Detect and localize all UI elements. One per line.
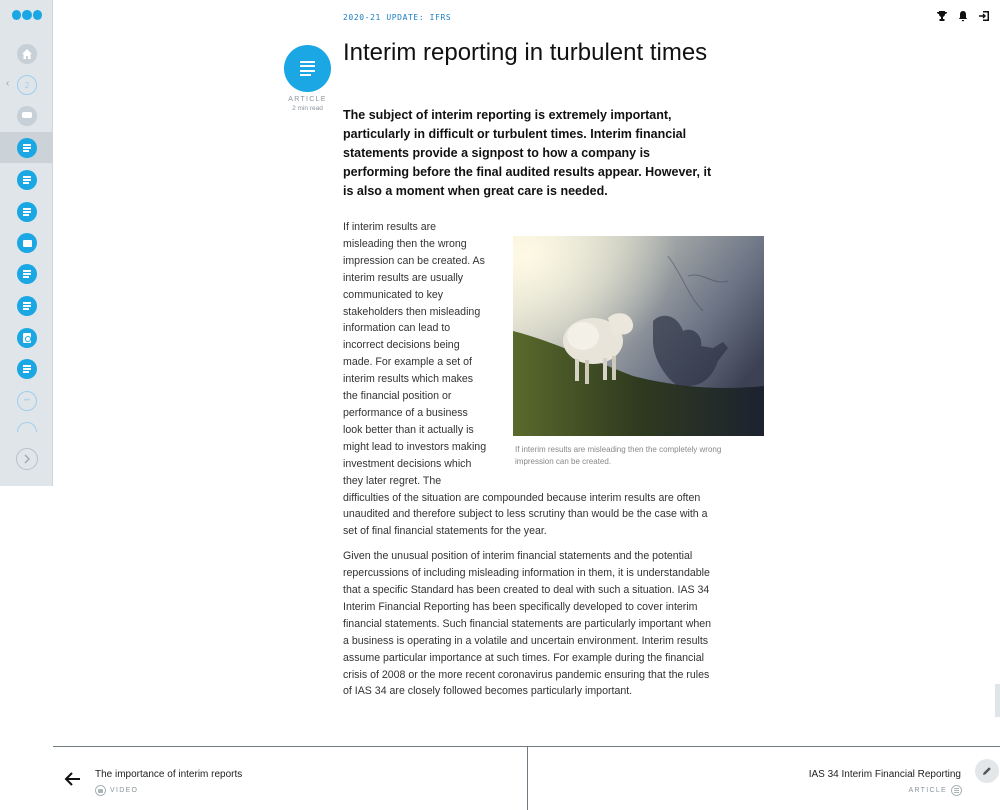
sidebar-item-article-3[interactable] [17, 202, 37, 222]
page-title: Interim reporting in turbulent times [343, 39, 708, 66]
article-type-badge [284, 45, 331, 92]
sidebar-prev-chevron-icon[interactable]: ‹ [6, 78, 10, 89]
pencil-icon [981, 765, 993, 777]
article-type-label: ARTICLE [288, 96, 327, 103]
progress-ring-icon[interactable] [17, 75, 37, 95]
sidebar-item-article-5[interactable] [17, 296, 37, 316]
next-article-title[interactable]: IAS 34 Interim Financial Reporting [808, 769, 961, 780]
article-icon [23, 365, 31, 373]
article-icon [23, 144, 31, 152]
pending-icon: ••• [23, 398, 31, 404]
chat-icon[interactable] [17, 106, 37, 126]
sidebar-item-article-4[interactable] [17, 264, 37, 284]
progress-number: 2 [24, 80, 30, 90]
article-paragraph: If interim results are misleading then the wrong impression can be created. As interim results are usually communicated to key stakeholders then misleading information can lead to incorrect decisions being made. For example a set of interim results which makes the financial position or performance of a business look better than it actually is might lead to investors making investment decisions which they later regret. The difficulties of the situation are compounded because interim results are often unaudited and therefore subject to less scrutiny than would be the case with a set of final financial statements for the year. [343, 221, 708, 538]
sidebar-item-article-1[interactable] [17, 138, 37, 158]
prev-article-type [95, 785, 138, 796]
article-icon [23, 302, 31, 310]
chevron-right-icon [23, 454, 31, 464]
article-icon [951, 785, 962, 796]
notes-button[interactable] [975, 759, 999, 783]
prev-article-type-label: VIDEO [110, 787, 139, 794]
article-icon [300, 61, 315, 77]
sidebar-item-article-2[interactable] [17, 170, 37, 190]
sidebar-item-article-6[interactable] [17, 359, 37, 379]
sidebar-next-button[interactable] [16, 448, 38, 470]
document-icon [23, 333, 31, 343]
read-time: 2 min read [292, 105, 323, 112]
image-caption: If interim results are misleading then the completely wrong impression can be created. [515, 445, 722, 466]
sidebar-item-document[interactable] [17, 328, 37, 348]
video-icon [23, 240, 32, 247]
bottom-navigation [53, 746, 1000, 810]
app-logo[interactable] [12, 10, 42, 24]
next-article-type-label: ARTICLE [908, 787, 947, 794]
article-paragraph: Given the unusual position of interim financial statements and the potential repercussions of including misleading information in them, it is understandable that a specific Standard has been created to deal with such a situation. IAS 34 Interim Financial Reporting has been specifically developed to cover interim financial statements. Such financial statements are particularly important when a business is operating in a volatile and uncertain environment. Interim results assume particular importance at such times. For example during the financial crisis of 2008 or the more recent coronavirus pandemic ensuring that the rules of IAS 34 are closely followed becomes particularly important. [343, 550, 712, 698]
trophy-icon[interactable] [936, 9, 948, 21]
home-icon[interactable] [17, 44, 37, 64]
article-kicker: 2020-21 UPDATE: IFRS [343, 13, 452, 22]
prev-article-title[interactable]: The importance of interim reports [95, 769, 243, 780]
bell-icon[interactable] [957, 9, 969, 21]
article-icon [23, 176, 31, 184]
sidebar-item-pending-1[interactable] [17, 391, 37, 411]
next-article-type [908, 785, 962, 796]
video-icon [95, 785, 106, 796]
sidebar-item-pending-2[interactable] [17, 422, 37, 432]
sidebar-item-video[interactable] [17, 233, 37, 253]
logout-icon[interactable] [978, 9, 990, 21]
sidebar [0, 0, 53, 486]
article-icon [23, 270, 31, 278]
article-lead: The subject of interim reporting is extremely important, particularly in difficult or turbulent times. Interim financial statements provide a signpost to how a company is performing before the final audited results appear. However, it is also a moment when great care is needed. [343, 108, 712, 198]
bottom-nav-divider [527, 747, 528, 810]
article-image [513, 236, 764, 436]
scrollbar-thumb[interactable] [995, 684, 1000, 717]
article-icon [23, 208, 31, 216]
top-right-toolbar [936, 9, 990, 21]
back-arrow-icon[interactable] [63, 769, 83, 789]
